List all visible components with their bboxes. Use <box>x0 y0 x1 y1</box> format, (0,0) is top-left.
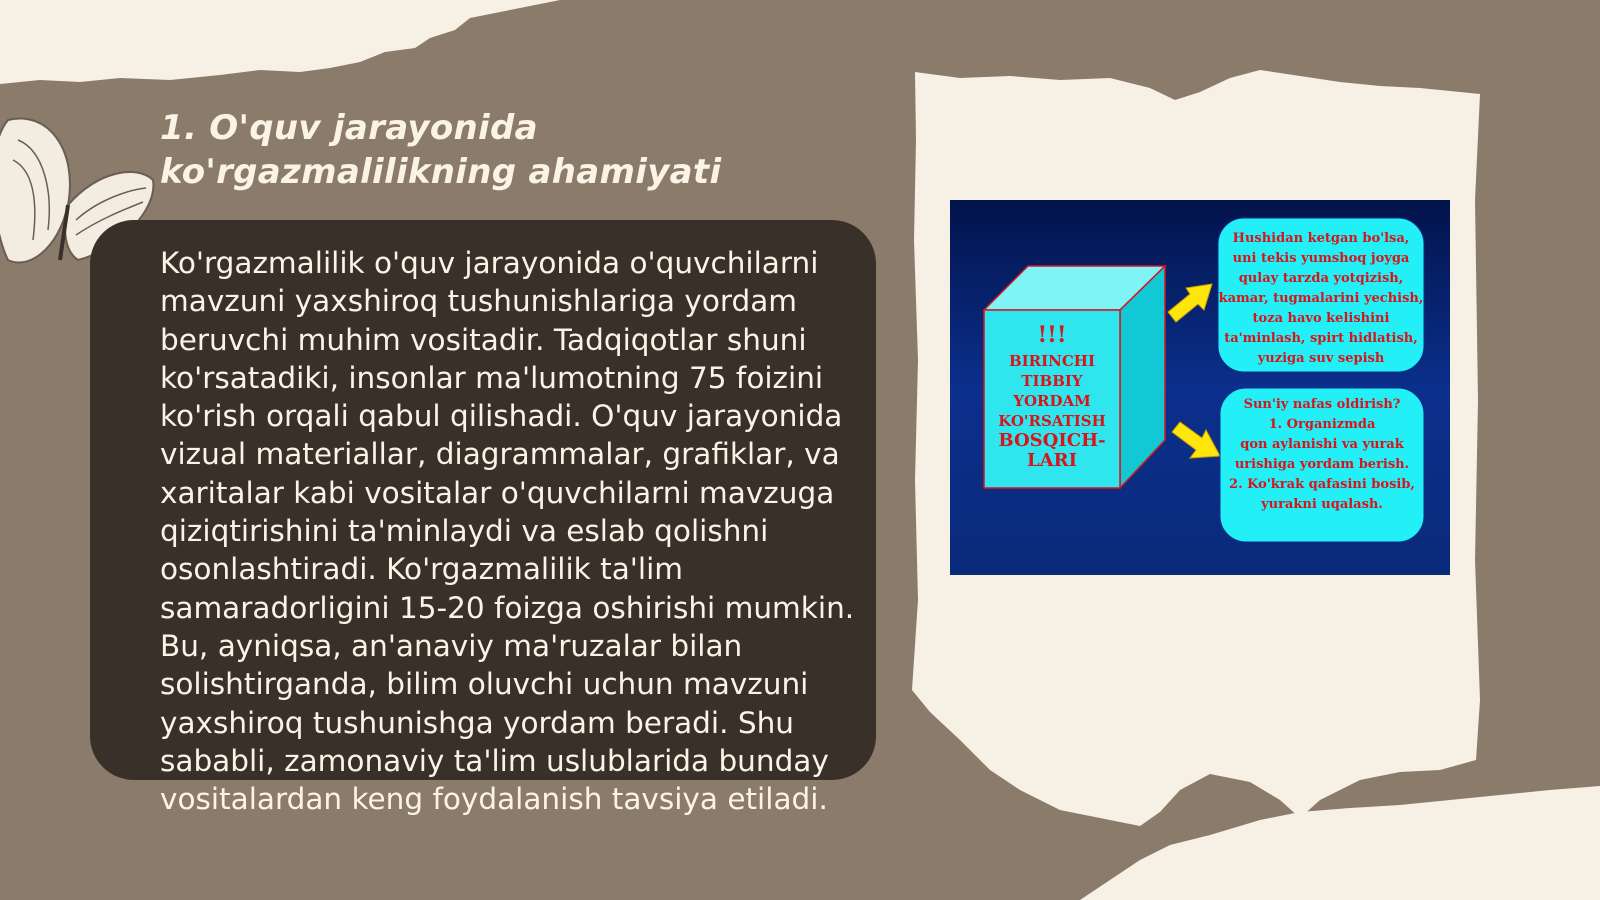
torn-paper-top-left <box>0 0 560 84</box>
box2-text-line: Sun'iy nafas oldirish? <box>1243 397 1401 412</box>
cube-text-line: BOSQICH- <box>998 430 1106 451</box>
box1-text-line: ta'minlash, spirt hidlatish, <box>1224 331 1418 346</box>
slide-title: 1. O'quv jarayonida ko'rgazmalilikning ahamiyati <box>160 108 722 192</box>
box2-text-line: yurakni uqalash. <box>1261 497 1383 512</box>
box2-text-line: 1. Organizmda <box>1268 417 1376 432</box>
box1-text-line: Hushidan ketgan bo'lsa, <box>1232 231 1410 246</box>
slide-body-text: Ko'rgazmalilik o'quv jarayonida o'quvchilarni mavzuni yaxshiroq tushunishlariga yordam beruvchi muhim vositadir. Tadqiqotlar shuni ko'rsatadiki, insonlar ma'lumotning 75 foizini ko'rish orqali qabul qilishadi. O'quv jarayonida vizual materiallar, diagrammalar, grafiklar, va xaritalar kabi vositalar o'quvchilarni mavzuga qiziqtirishini ta'minlaydi va eslab qolishni osonlashtiradi. Ko'rgazmalilik ta'lim samaradorligini 15-20 foizga oshirishi mumkin. Bu, ayniqsa, an'anaviy ma'ruzalar bilan solishtirganda, bilim oluvchi uchun mavzuni yaxshiroq tushunishga yordam beradi. Shu sababli, zamonaviy ta'lim uslublarida bunday vositalardan keng foydalanish tavsiya etiladi. <box>160 246 855 817</box>
box2-text-line: urishiga yordam berish. <box>1234 457 1410 472</box>
cube-text-line: KO'RSATISH <box>998 412 1106 430</box>
box1-text-line: uni tekis yumshoq joyga <box>1232 251 1410 266</box>
box1-text-line: qulay tarzda yotqizish, <box>1238 271 1404 286</box>
box2-text-line: 2. Ko'krak qafasini bosib, <box>1229 477 1415 492</box>
box1-text-line: kamar, tugmalarini yechish, <box>1218 291 1424 306</box>
cube-text-line: LARI <box>1026 450 1078 471</box>
cube-text-line: BIRINCHI <box>1008 352 1096 370</box>
cube-text-line: TIBBIY <box>1021 372 1083 390</box>
cube-text-line: YORDAM <box>1013 392 1091 410</box>
box2-text-line: qon aylanishi va yurak <box>1240 437 1404 452</box>
cube-exclaim: !!! <box>1037 322 1067 348</box>
box1-text-line: toza havo kelishini <box>1252 311 1390 326</box>
box1-text-line: yuziga suv sepish <box>1257 351 1385 366</box>
info-box-upper-text <box>1219 231 1424 366</box>
first-aid-figure <box>950 200 1450 575</box>
